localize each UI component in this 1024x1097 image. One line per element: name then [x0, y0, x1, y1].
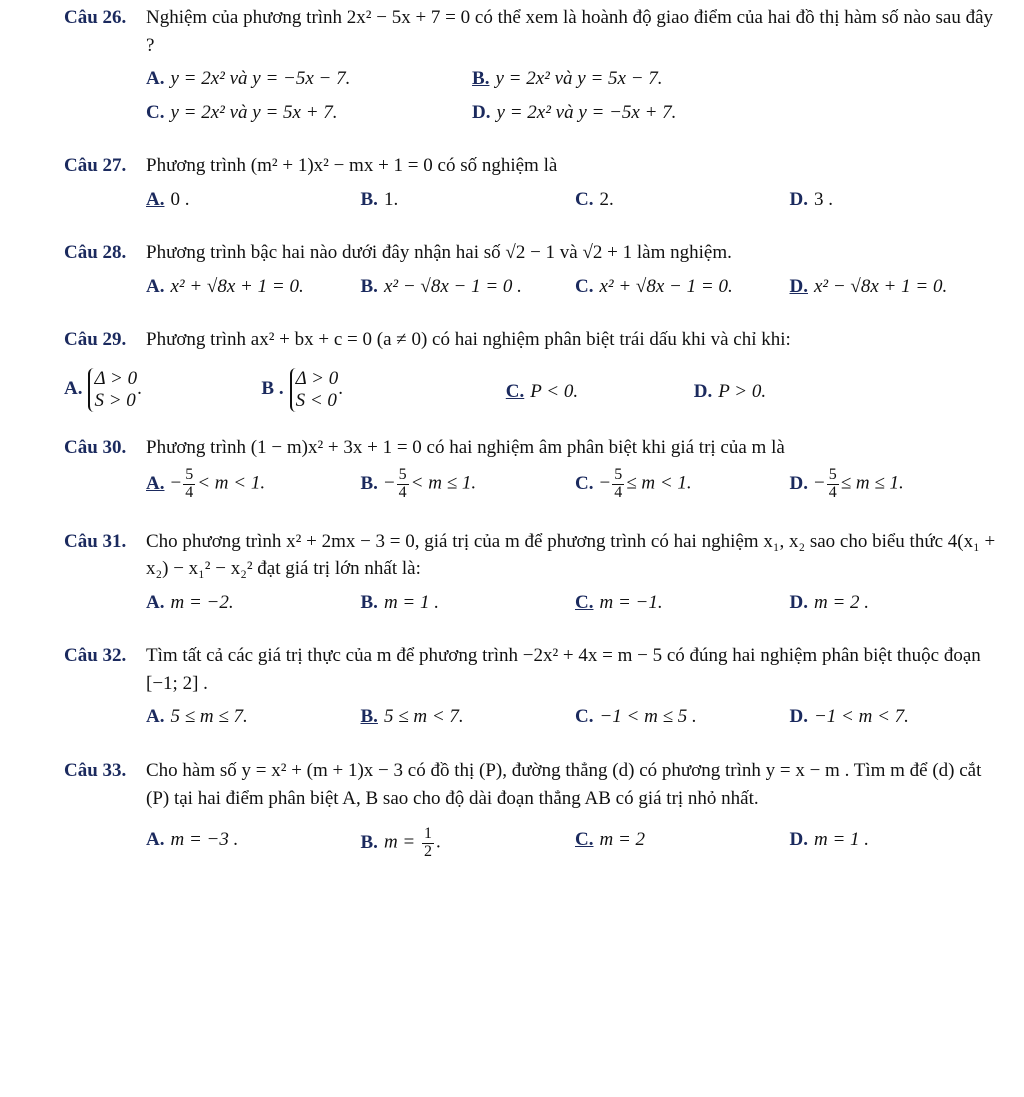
question-number: Câu 28. — [64, 242, 127, 264]
question-text: Nghiệm của phương trình 2x² − 5x + 7 = 0 có thể xem là hoành độ giao điểm của hai đồ thị hàm số nào sau đây ? — [146, 7, 994, 56]
option-b[interactable]: B. x² − √8x − 1 = 0 . — [360, 275, 522, 297]
question-text: Phương trình (m² + 1)x² − mx + 1 = 0 có số nghiệm là — [146, 155, 558, 177]
condition-system: Δ > 0 S > 0 — [88, 368, 137, 412]
option-a[interactable]: A. m = −2. — [146, 591, 234, 613]
option-c[interactable]: C. y = 2x² và y = 5x + 7. — [146, 101, 338, 123]
option-d[interactable]: D. − $\frac{5}{4}$ ≤ m ≤ 1. — [789, 466, 904, 501]
option-a[interactable]: A. − $\frac{5}{4}$ < m < 1. — [146, 466, 266, 501]
option-c[interactable]: C. 2. — [575, 188, 614, 210]
question-31 — [64, 528, 1004, 617]
fraction: $\frac{1}{2}$ — [423, 825, 432, 860]
question-number: Câu 32. — [64, 645, 127, 667]
question-27 — [64, 152, 1004, 213]
option-d[interactable]: D. P > 0. — [693, 380, 767, 402]
option-b[interactable]: B. − $\frac{5}{4}$ < m ≤ 1. — [360, 466, 477, 501]
option-b[interactable]: B. 1. — [360, 188, 399, 210]
question-text: Phương trình bậc hai nào dưới đây nhận hai số √2 − 1 và √2 + 1 làm nghiệm. — [146, 242, 732, 264]
option-d[interactable]: D. m = 2 . — [789, 591, 870, 613]
option-d[interactable]: D. m = 1 . — [789, 829, 870, 851]
question-text: Cho hàm số y = x² + (m + 1)x − 3 có đồ thị (P), đường thẳng (d) có phương trình y = x − m . Tìm m để (d) cắt (P) tại hai điểm phân biệt A, B sao cho độ dài đoạn thẳng AB có giá trị nhỏ nhất. — [146, 760, 982, 809]
option-a[interactable]: A. m = −3 . — [146, 829, 239, 851]
question-number: Câu 26. — [64, 7, 127, 28]
question-26 — [64, 4, 1004, 126]
options-row — [146, 186, 1004, 214]
options-row — [146, 589, 1004, 617]
question-29 — [64, 326, 1004, 411]
option-a[interactable]: A. x² + √8x + 1 = 0. — [146, 275, 304, 297]
option-a[interactable]: A. Δ > 0 S > 0. — [64, 367, 142, 411]
options-row — [146, 703, 1004, 731]
option-b[interactable]: B. y = 2x² và y = 5x − 7. — [472, 68, 663, 90]
question-text: Tìm tất cả các giá trị thực của m để phương trình −2x² + 4x = m − 5 có đúng hai nghiệm phân biệt thuộc đoạn [−1; 2] . — [146, 645, 981, 694]
question-number: Câu 31. — [64, 530, 127, 552]
question-number: Câu 27. — [64, 155, 127, 177]
option-c[interactable]: C. m = 2 — [575, 829, 646, 851]
question-text: Phương trình ax² + bx + c = 0 (a ≠ 0) có hai nghiệm phân biệt trái dấu khi và chỉ khi: — [146, 329, 791, 351]
option-d[interactable]: D. x² − √8x + 1 = 0. — [789, 275, 948, 297]
option-c[interactable]: C. m = −1. — [575, 591, 663, 613]
fraction: $\frac{5}{4}$ — [185, 466, 194, 501]
options-row — [146, 65, 1004, 93]
question-number: Câu 30. — [64, 436, 127, 458]
options-row — [146, 826, 1004, 861]
question-33 — [64, 757, 1004, 861]
question-text: Phương trình (1 − m)x² + 3x + 1 = 0 có hai nghiệm âm phân biệt khi giá trị của m là — [146, 436, 785, 458]
question-28 — [64, 239, 1004, 300]
option-b[interactable]: B. 5 ≤ m < 7. — [360, 706, 464, 728]
fraction: $\frac{5}{4}$ — [828, 466, 837, 501]
options-row — [146, 273, 1004, 301]
fraction: $\frac{5}{4}$ — [614, 466, 623, 501]
question-text: Cho phương trình x² + 2mx − 3 = 0, giá trị của m để phương trình có hai nghiệm x₁, x₂ sao cho biểu thức 4(x₁ + x₂) − x₁² − x₂² đạt giá trị lớn nhất là: — [146, 530, 996, 580]
option-b[interactable]: B . Δ > 0 S < 0. — [261, 367, 343, 411]
option-a[interactable]: A. 0 . — [146, 188, 190, 210]
options-row — [146, 467, 1004, 502]
option-a[interactable]: A. y = 2x² và y = −5x − 7. — [146, 68, 351, 90]
option-c[interactable]: C. − $\frac{5}{4}$ ≤ m < 1. — [575, 466, 692, 501]
option-d[interactable]: D. y = 2x² và y = −5x + 7. — [472, 101, 677, 123]
condition-system: Δ > 0 S < 0 — [290, 368, 339, 412]
option-d[interactable]: D. −1 < m < 7. — [789, 706, 909, 728]
question-number: Câu 29. — [64, 329, 127, 351]
question-30 — [64, 434, 1004, 502]
fraction: $\frac{5}{4}$ — [398, 466, 407, 501]
question-number: Câu 33. — [64, 760, 127, 782]
option-c[interactable]: C. x² + √8x − 1 = 0. — [575, 275, 733, 297]
option-c[interactable]: C. P < 0. — [505, 380, 579, 402]
question-32 — [64, 642, 1004, 731]
option-a[interactable]: A. 5 ≤ m ≤ 7. — [146, 706, 248, 728]
option-b[interactable]: B. m = $\frac{1}{2}$ . — [360, 825, 441, 860]
option-b[interactable]: B. m = 1 . — [360, 591, 439, 613]
option-d[interactable]: D. 3 . — [789, 188, 833, 210]
option-c[interactable]: C. −1 < m ≤ 5 . — [575, 706, 697, 728]
options-row — [146, 99, 1004, 127]
options-row — [64, 368, 1004, 412]
